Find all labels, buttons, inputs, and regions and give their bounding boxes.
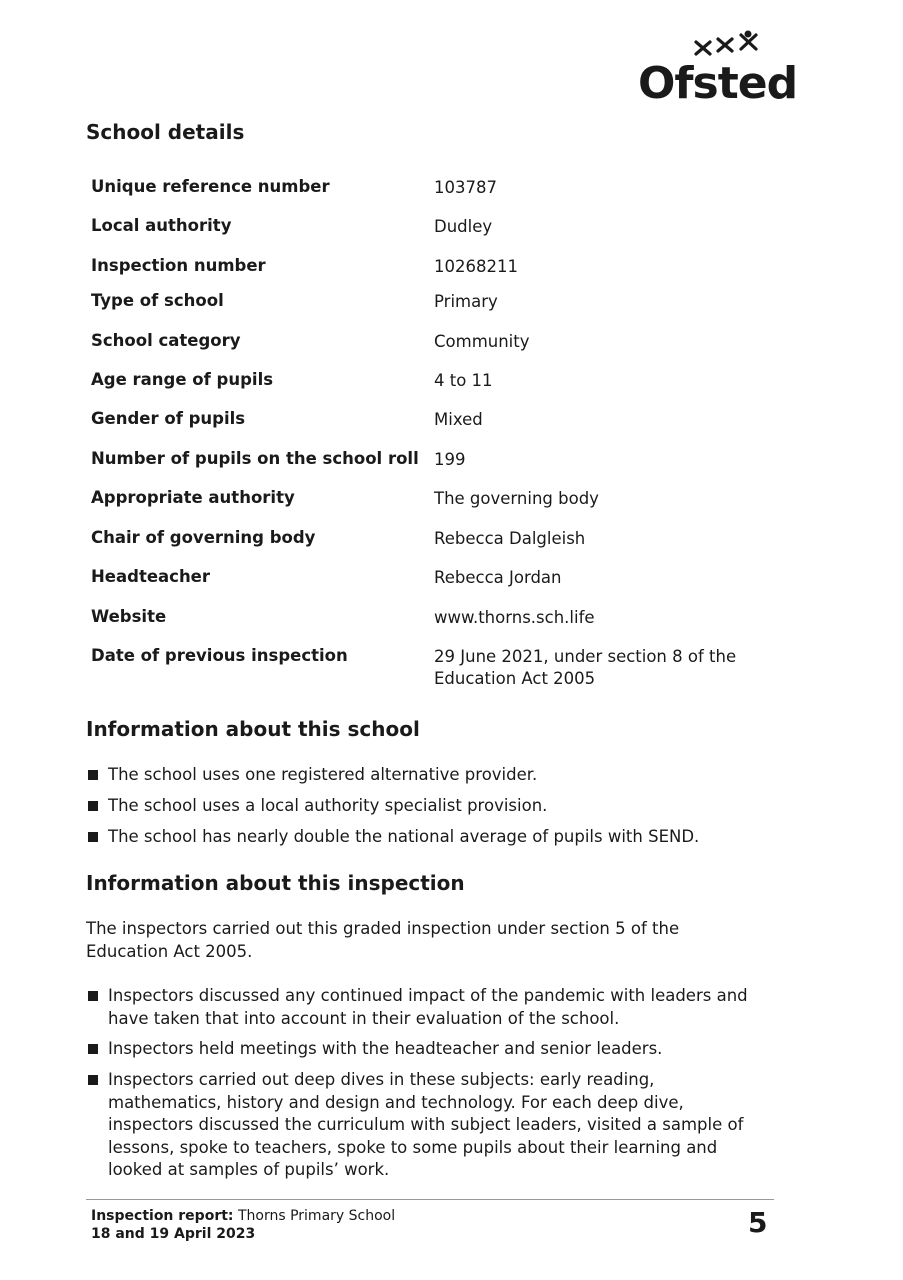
bullet-icon [88, 991, 98, 1001]
footer-dates: 18 and 19 April 2023 [91, 1226, 256, 1242]
info-school-heading: Information about this school [86, 717, 420, 741]
bullet-icon [88, 770, 98, 780]
detail-value: 29 June 2021, under section 8 of the Education Act 2005 [434, 647, 737, 688]
ofsted-logo [638, 30, 798, 109]
inspection-intro: The inspectors carried out this graded inspection under section 5 of the Education Act 2005. [86, 919, 680, 961]
detail-label: Inspection number [91, 256, 266, 275]
footer-school-name: Thorns Primary School [237, 1208, 396, 1224]
page-number: 5 [748, 1206, 768, 1239]
detail-value: 4 to 11 [434, 371, 493, 390]
list-item-text: Inspectors discussed any continued impact of the pandemic with leaders and have taken that into account in their evaluation of the school. [108, 986, 748, 1028]
info-inspection-heading: Information about this inspection [86, 871, 465, 895]
detail-value: The governing body [434, 489, 599, 508]
detail-label: Local authority [91, 216, 232, 235]
footer-divider [86, 1199, 774, 1200]
bullet-icon [88, 832, 98, 842]
detail-value: 10268211 [434, 257, 518, 276]
detail-value: Rebecca Dalgleish [434, 529, 586, 548]
detail-value: 199 [434, 450, 466, 469]
list-item-text: The school uses one registered alternative provider. [108, 765, 538, 784]
detail-label: Number of pupils on the school roll [91, 449, 419, 468]
list-item-text: Inspectors carried out deep dives in these subjects: early reading, mathematics, history and design and technology. For each deep dive, inspectors discussed the curriculum with subject leaders, visited a sample of lessons, spoke to teachers, spoke to some pupils about their learning and looked at samples of pupils’ work. [108, 1070, 744, 1179]
list-item-text: The school uses a local authority specialist provision. [108, 796, 548, 815]
detail-value: Dudley [434, 217, 493, 236]
detail-value: Primary [434, 292, 498, 311]
detail-label: Headteacher [91, 567, 211, 586]
detail-label: Type of school [91, 291, 224, 310]
detail-value: Rebecca Jordan [434, 568, 562, 587]
footer-report-label: Inspection report: [91, 1208, 234, 1224]
detail-label: Chair of governing body [91, 528, 316, 547]
footer [91, 1207, 395, 1243]
bullet-icon [88, 801, 98, 811]
detail-value: Mixed [434, 410, 483, 429]
ofsted-wordmark: Ofsted [638, 58, 798, 109]
detail-label: Website [91, 607, 167, 626]
detail-label: Unique reference number [91, 177, 330, 196]
detail-label: Date of previous inspection [91, 646, 348, 665]
detail-label: Appropriate authority [91, 488, 295, 507]
detail-label: School category [91, 331, 241, 350]
stars-icon [696, 31, 756, 55]
school-details-heading: School details [86, 120, 245, 144]
detail-value: 103787 [434, 178, 497, 197]
detail-value: Community [434, 332, 530, 351]
list-item-text: Inspectors held meetings with the headteacher and senior leaders. [108, 1039, 663, 1058]
bullet-icon [88, 1044, 98, 1054]
list-item-text: The school has nearly double the national average of pupils with SEND. [108, 827, 700, 846]
website-value[interactable]: www.thorns.sch.life [434, 608, 595, 627]
bullet-icon [88, 1075, 98, 1085]
detail-label: Age range of pupils [91, 370, 274, 389]
detail-label: Gender of pupils [91, 409, 246, 428]
